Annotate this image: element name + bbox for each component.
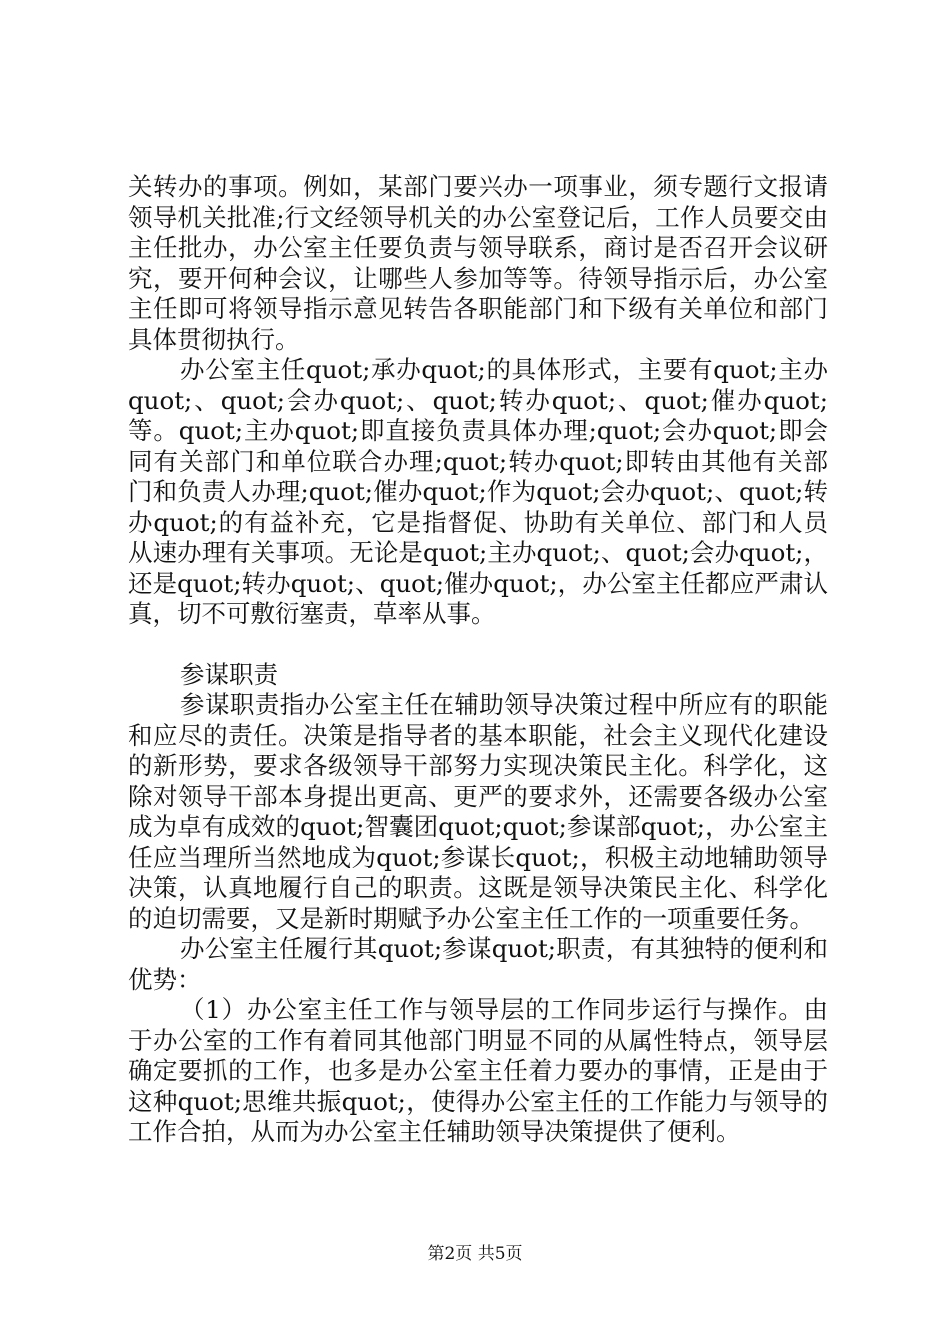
- paragraph-advisory-duty: 参谋职责指办公室主任在辅助领导决策过程中所应有的职能和应尽的责任。决策是指导者的基本职能，社会主义现代化建设的新形势，要求各级领导干部努力实现决策民主化。科学化，这除对领导干部本身提出更高、更严的要求外，还需要各级办公室成为卓有成效的quot;智囊团quot;quot;参谋部quot;，办公室主任应当理所当然地成为quot;参谋长quot;，积极主动地辅助领导决策，认真地履行自己的职责。这既是领导决策民主化、科学化的迫切需要，又是新时期赋予办公室主任工作的一项重要任务。: [128, 690, 828, 933]
- paragraph-continued: 关转办的事项。例如，某部门要兴办一项事业，须专题行文报请领导机关批准;行文经领导机关的办公室登记后，工作人员要交由主任批办，办公室主任要负责与领导联系，商讨是否召开会议研究，要开何种会议，让哪些人参加等等。待领导指示后，办公室主任即可将领导指示意见转告各职能部门和下级有关单位和部门具体贯彻执行。: [128, 172, 828, 354]
- paragraph-advantage-1: （1）办公室主任工作与领导层的工作同步运行与操作。由于办公室的工作有着同其他部门明显不同的从属性特点，领导层确定要抓的工作，也多是办公室主任着力要办的事情，正是由于这种quot;思维共振quot;，使得办公室主任的工作能力与领导的工作合拍，从而为办公室主任辅助领导决策提供了便利。: [128, 995, 828, 1146]
- document-body: [128, 172, 828, 1148]
- paragraph-chengban-forms: 办公室主任quot;承办quot;的具体形式，主要有quot;主办quot;、quot;会办quot;、quot;转办quot;、quot;催办quot;等。quot;主办quot;即直接负责具体办理;quot;会办quot;即会同有关部门和单位联合办理;quot;转办quot;即转由其他有关部门和负责人办理;quot;催办quot;作为quot;会办quot;、quot;转办quot;的有益补充，它是指督促、协助有关单位、部门和人员从速办理有关事项。无论是quot;主办quot;、quot;会办quot;，还是quot;转办quot;、quot;催办quot;，办公室主任都应严肃认真，切不可敷衍塞责，草率从事。: [128, 355, 828, 628]
- section-heading: 参谋职责: [180, 659, 278, 689]
- paragraph-advantages-intro: 办公室主任履行其quot;参谋quot;职责，有其独特的便利和优势：: [128, 934, 828, 994]
- page-number-footer: 第2页 共5页: [427, 1244, 523, 1264]
